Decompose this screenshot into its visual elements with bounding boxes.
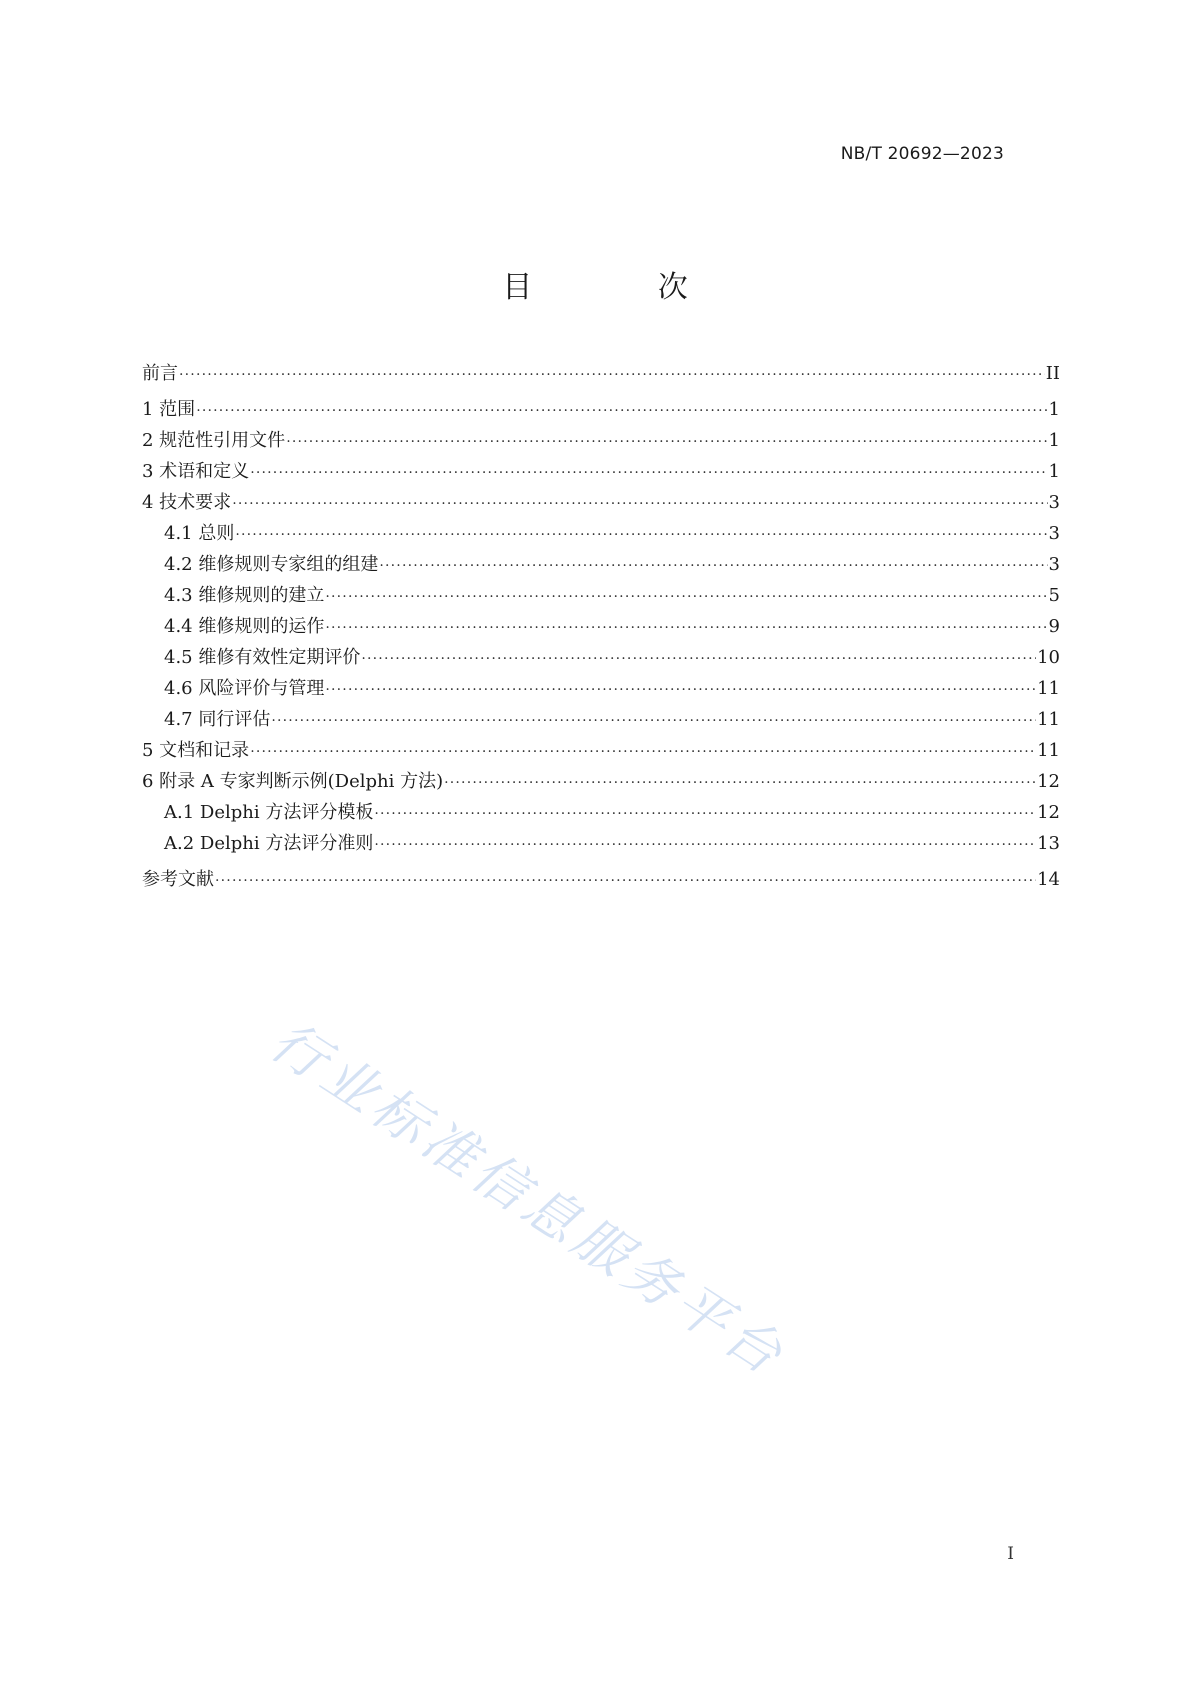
toc-entry-label: 前言 [142, 363, 178, 384]
toc-leader-dots [286, 430, 1047, 452]
toc-leader-dots [179, 363, 1045, 385]
toc-leader-dots [325, 678, 1036, 700]
toc-entry[interactable] [164, 641, 1060, 669]
toc-leader-dots [271, 709, 1036, 731]
toc-entry-page: 1 [1048, 461, 1060, 482]
toc-leader-dots [250, 461, 1047, 483]
toc-entry-label: 4.5 维修有效性定期评价 [164, 647, 361, 668]
toc-leader-dots [215, 869, 1036, 891]
toc-title: 目 次 [502, 270, 746, 305]
document-number: NB/T 20692—2023 [840, 144, 1004, 164]
toc-entry-label: A.1 Delphi 方法评分模板 [164, 802, 374, 823]
toc-entry-page: 13 [1037, 833, 1060, 854]
toc-entry[interactable] [142, 455, 1060, 483]
toc-entry-page: 11 [1037, 678, 1060, 699]
toc-leader-dots [250, 740, 1036, 762]
toc-entry[interactable] [142, 863, 1060, 891]
toc-leader-dots [196, 399, 1047, 421]
toc-entry[interactable] [142, 734, 1060, 762]
toc-entry[interactable] [164, 796, 1060, 824]
toc-entry-page: 12 [1037, 771, 1060, 792]
toc-entry[interactable] [142, 393, 1060, 421]
toc-entry-label: 4.4 维修规则的运作 [164, 616, 325, 637]
toc-entry-page: 3 [1048, 523, 1060, 544]
toc-entry-page: 3 [1048, 554, 1060, 575]
toc-entry-page: 1 [1048, 399, 1060, 420]
toc-leader-dots [325, 585, 1047, 607]
toc-entry[interactable] [164, 579, 1060, 607]
toc-leader-dots [379, 554, 1047, 576]
toc-entry[interactable] [164, 548, 1060, 576]
toc-entry-label: A.2 Delphi 方法评分准则 [164, 833, 374, 854]
toc-leader-dots [232, 492, 1047, 514]
toc-leader-dots [235, 523, 1047, 545]
toc-entry-label: 4.2 维修规则专家组的组建 [164, 554, 379, 575]
toc-entry-label: 2 规范性引用文件 [142, 430, 286, 451]
toc-entry-page: 14 [1037, 869, 1060, 890]
toc-leader-dots [325, 616, 1047, 638]
toc-entry[interactable] [164, 610, 1060, 638]
toc-entry-label: 4.6 风险评价与管理 [164, 678, 325, 699]
toc-entry[interactable] [164, 827, 1060, 855]
toc-entry[interactable] [142, 424, 1060, 452]
toc-entry-page: 12 [1037, 802, 1060, 823]
toc-entry[interactable] [164, 517, 1060, 545]
toc-entry[interactable] [164, 703, 1060, 731]
toc-leader-dots [444, 771, 1036, 793]
toc-entry-label: 4 技术要求 [142, 492, 232, 513]
toc-entry-label: 3 术语和定义 [142, 461, 250, 482]
toc-entry-label: 参考文献 [142, 869, 214, 890]
toc-entry-page: 11 [1037, 740, 1060, 761]
toc-entry-label: 5 文档和记录 [142, 740, 250, 761]
toc-entry[interactable] [142, 486, 1060, 514]
toc-entry-page: 9 [1048, 616, 1060, 637]
toc-leader-dots [361, 647, 1036, 669]
toc-entry[interactable] [142, 357, 1060, 385]
toc-entry-page: II [1045, 363, 1060, 384]
watermark: 行业标准信息服务平台 [259, 1009, 798, 1389]
toc-entry-label: 6 附录 A 专家判断示例(Delphi 方法) [142, 771, 444, 792]
toc-entry[interactable] [142, 765, 1060, 793]
toc-entry-label: 1 范围 [142, 399, 196, 420]
toc-leader-dots [374, 802, 1036, 824]
page-number: I [1007, 1544, 1014, 1564]
toc-entry-page: 10 [1037, 647, 1060, 668]
toc-entry-label: 4.3 维修规则的建立 [164, 585, 325, 606]
toc-entry[interactable] [164, 672, 1060, 700]
toc-entry-label: 4.1 总则 [164, 523, 235, 544]
toc-entry-page: 3 [1048, 492, 1060, 513]
toc-leader-dots [374, 833, 1036, 855]
toc-entry-label: 4.7 同行评估 [164, 709, 271, 730]
toc-entry-page: 5 [1048, 585, 1060, 606]
toc-entry-page: 11 [1037, 709, 1060, 730]
toc-entry-page: 1 [1048, 430, 1060, 451]
